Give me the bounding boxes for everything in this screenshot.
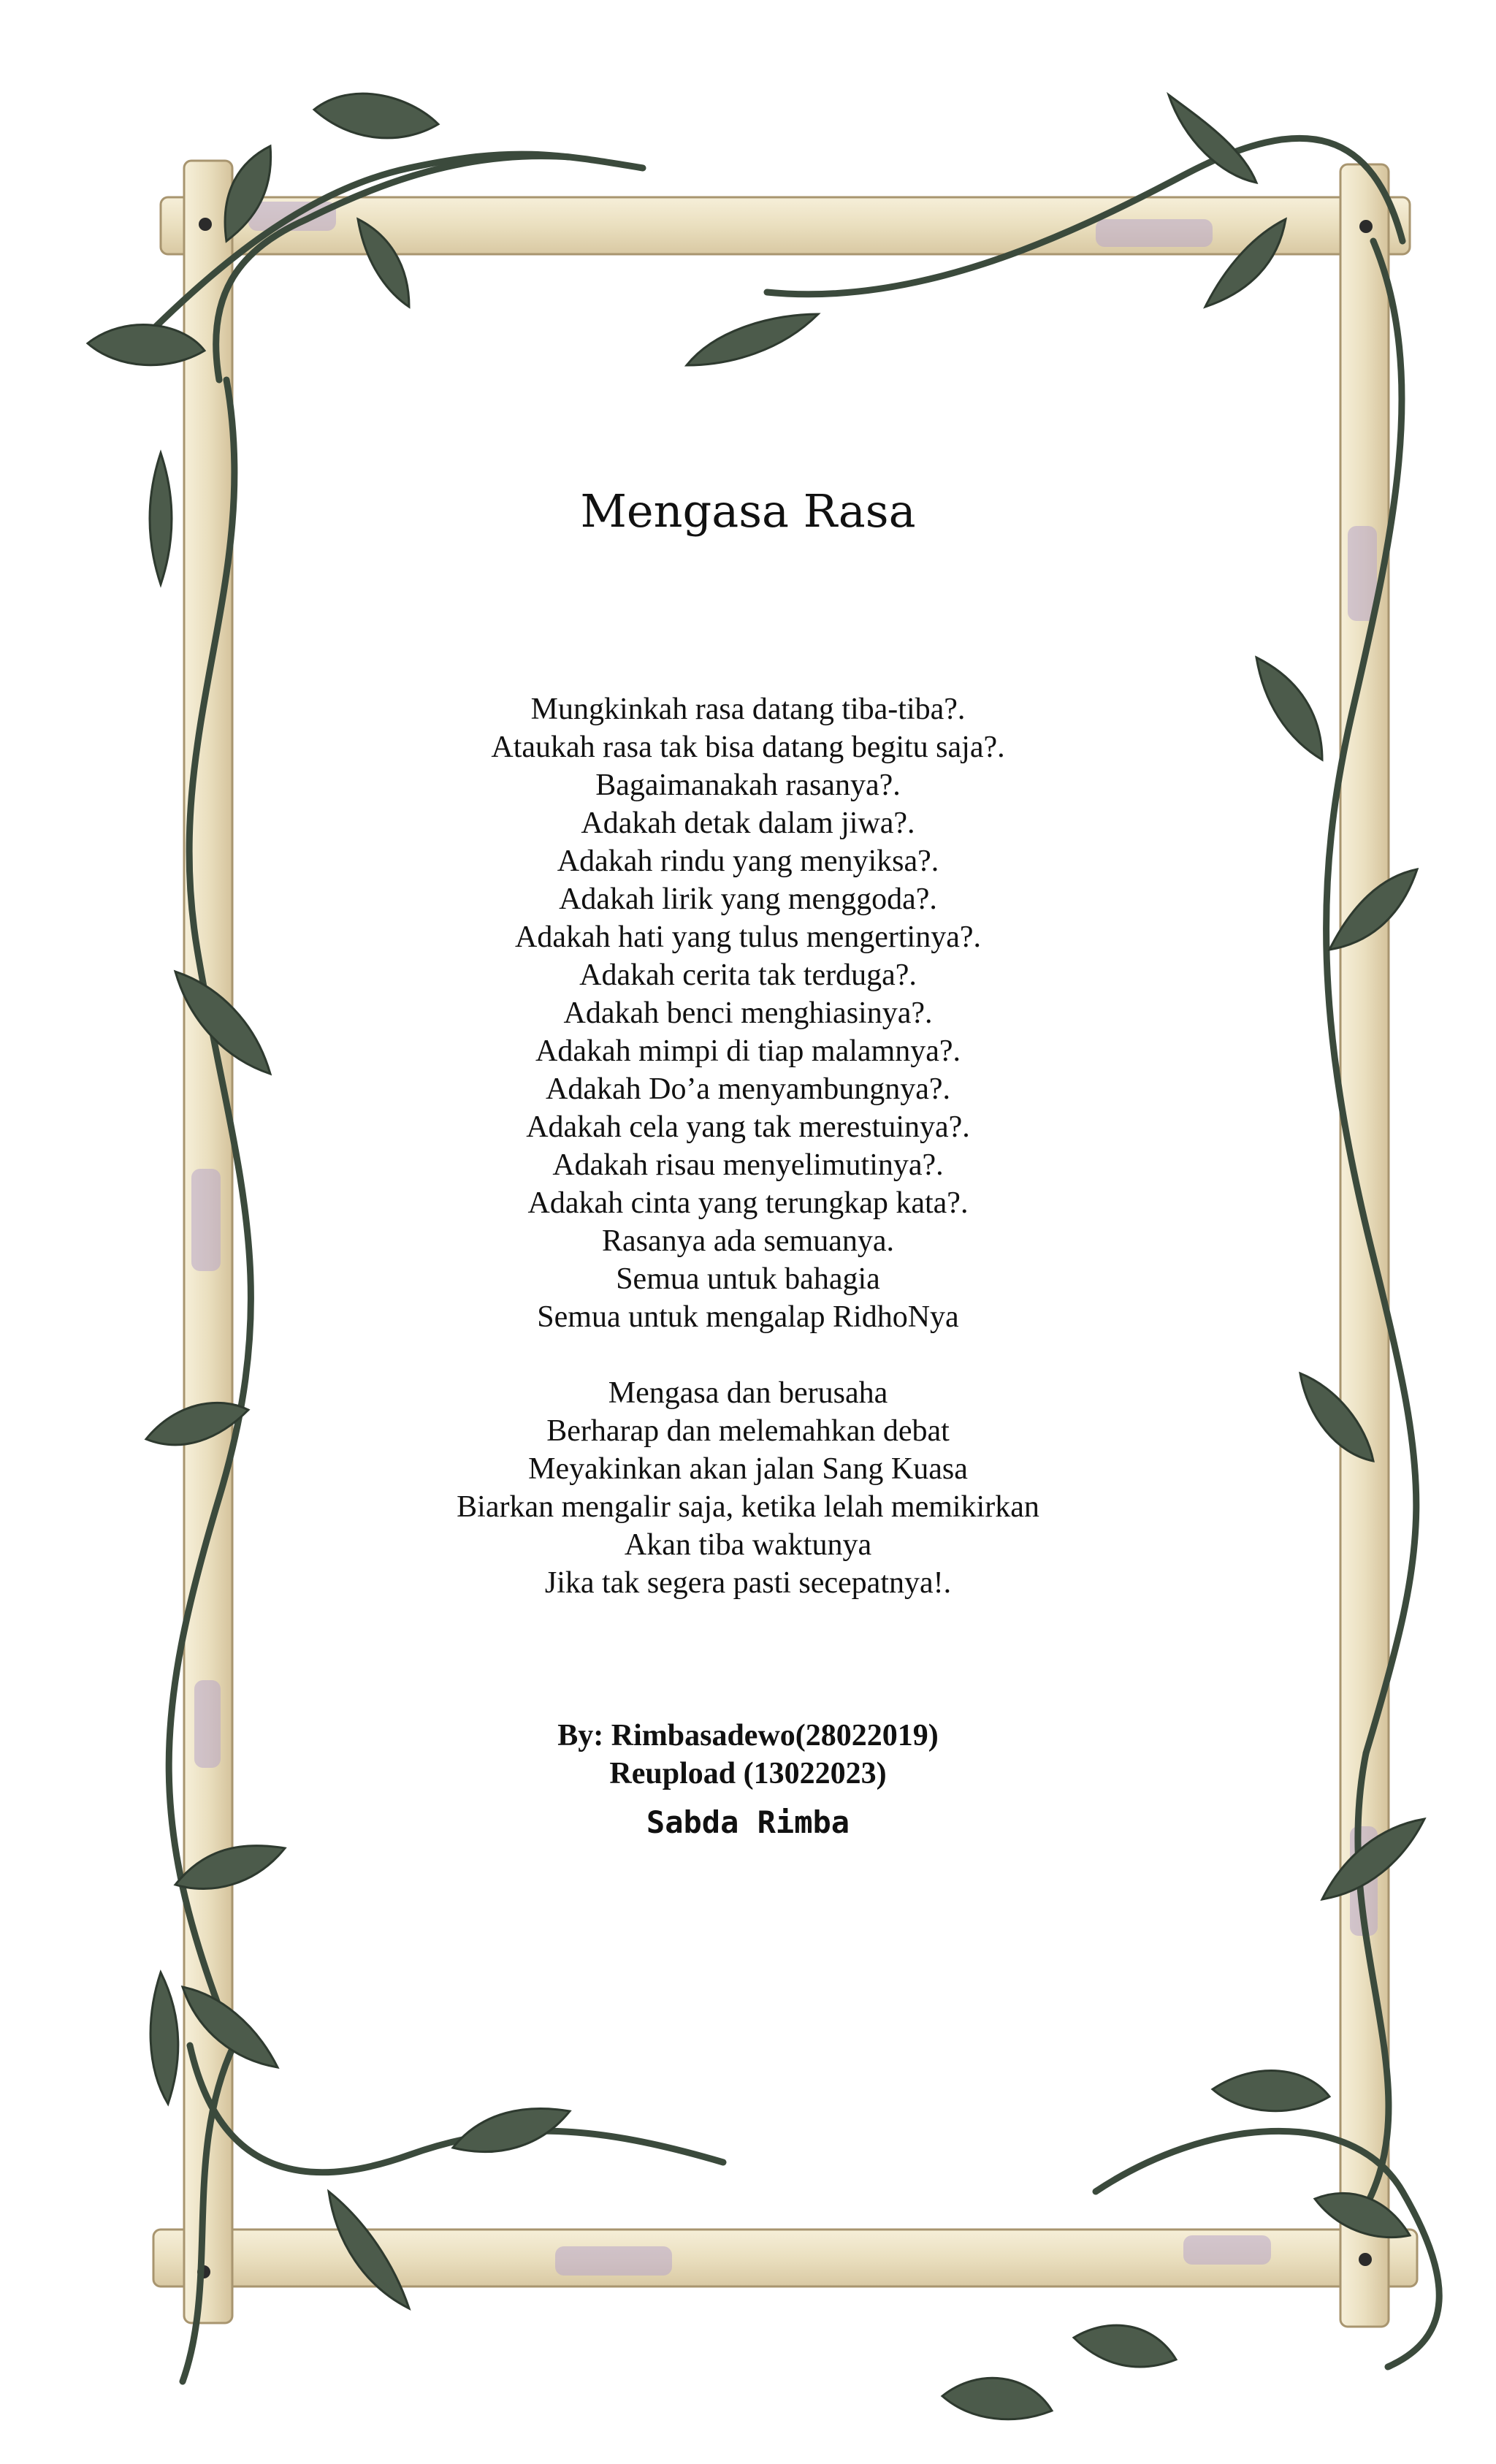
stanza-gap	[314, 1336, 1182, 1374]
poem-line: Bagaimanakah rasanya?.	[595, 768, 901, 802]
nail-bottom-right	[1359, 2253, 1372, 2266]
right-beam	[1340, 164, 1389, 2327]
nail-top-left	[199, 218, 212, 231]
credits	[314, 1717, 1182, 1841]
poem-line: Adakah Do’a menyambungnya?.	[546, 1072, 950, 1106]
poem-line: Jika tak segera pasti secepatnya!.	[544, 1566, 952, 1600]
reupload-date: Reupload (13022023)	[609, 1757, 887, 1790]
nail-top-right	[1359, 220, 1373, 233]
poem-line: Adakah lirik yang menggoda?.	[559, 882, 937, 916]
poem-line: Mengasa dan berusaha	[608, 1376, 888, 1410]
poem-line: Adakah hati yang tulus mengertinya?.	[515, 920, 981, 954]
poem-line: Berharap dan melemahkan debat	[546, 1414, 950, 1448]
poem-line: Biarkan mengalir saja, ketika lelah memikirkan	[457, 1490, 1039, 1524]
poem-line: Adakah benci menghiasinya?.	[563, 996, 933, 1030]
poem-line: Adakah cerita tak terduga?.	[579, 958, 917, 992]
poem-line: Rasanya ada semuanya.	[601, 1224, 894, 1258]
poem-line: Semua untuk bahagia	[616, 1262, 880, 1296]
poem-line: Mungkinkah rasa datang tiba-tiba?.	[530, 693, 966, 726]
poem-line: Meyakinkan akan jalan Sang Kuasa	[528, 1452, 968, 1486]
signature: Sabda Rimba	[646, 1804, 850, 1840]
poem-line: Adakah rindu yang menyiksa?.	[557, 844, 939, 878]
poem-line: Adakah detak dalam jiwa?.	[581, 806, 915, 840]
poem-title: Mengasa Rasa	[580, 484, 916, 538]
stanza-1	[314, 690, 1182, 1336]
author-credit: By: Rimbasadewo(28022019)	[557, 1719, 939, 1752]
poem-line: Akan tiba waktunya	[624, 1528, 872, 1562]
poem-line: Adakah cinta yang terungkap kata?.	[527, 1186, 969, 1220]
poem-body	[314, 690, 1182, 1602]
poem-line: Adakah cela yang tak merestuinya?.	[526, 1110, 970, 1144]
poem-line: Ataukah rasa tak bisa datang begitu saja?.	[491, 731, 1005, 764]
poem-line: Adakah mimpi di tiap malamnya?.	[535, 1034, 961, 1068]
poem-line: Adakah risau menyelimutinya?.	[552, 1148, 944, 1182]
stanza-2	[314, 1374, 1182, 1602]
top-beam	[161, 197, 1410, 254]
poem-line: Semua untuk mengalap RidhoNya	[537, 1300, 959, 1334]
